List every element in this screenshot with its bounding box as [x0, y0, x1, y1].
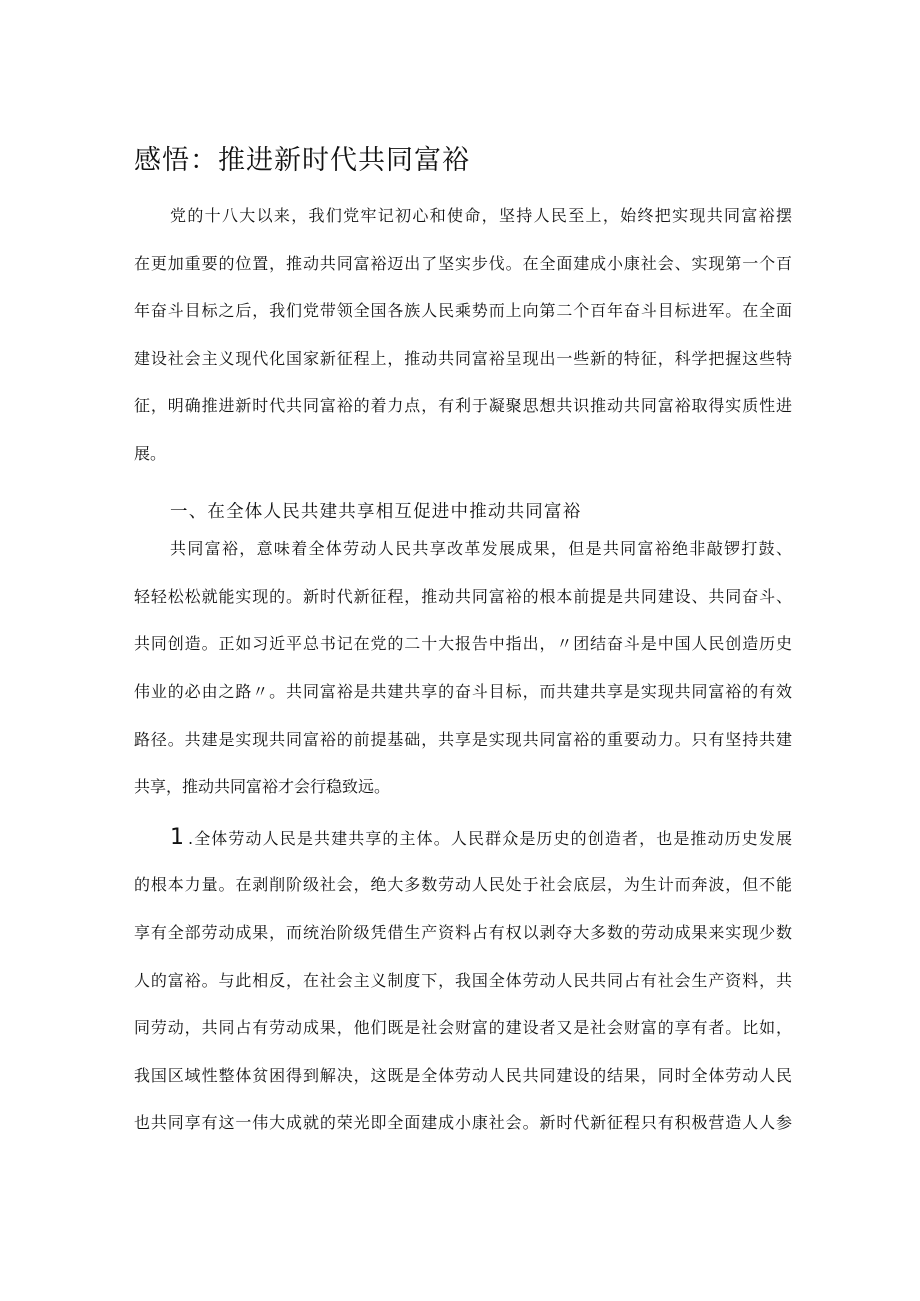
- text-line: 路径。共建是实现共同富裕的前提基础，共享是实现共同富裕的重要动力。只有坚持共建: [134, 729, 792, 749]
- text-line: 党的十八大以来，我们党牢记初心和使命，坚持人民至上，始终把实现共同富裕摆: [170, 206, 792, 225]
- list-number: 1: [170, 824, 188, 850]
- text-line: 同劳动，共同占有劳动成果，他们既是社会财富的建设者又是社会财富的享有者。比如，: [134, 1018, 792, 1038]
- text-line: 人的富裕。与此相反，在社会主义制度下，我国全体劳动人民共同占有社会生产资料，共: [134, 970, 792, 990]
- text-line: 年奋斗目标之后，我们党带领全国各族人民乘势而上向第二个百年奋斗目标进军。在全面: [134, 301, 792, 321]
- text-line: 展。: [134, 443, 167, 463]
- text-line: 建设社会主义现代化国家新征程上，推动共同富裕呈现出一些新的特征，科学把握这些特: [134, 348, 792, 368]
- text-line: [134, 825, 792, 873]
- text-line: 我国区域性整体贫困得到解决，这既是全体劳动人民共同建设的结果，同时全体劳动人民: [134, 1065, 792, 1085]
- text-line: 共享，推动共同富裕才会行稳致远。: [134, 777, 391, 797]
- paragraph-numbered-1: [134, 825, 792, 1158]
- text-line: 征，明确推进新时代共同富裕的着力点，有利于凝聚思想共识推动共同富裕取得实质性进: [134, 396, 792, 416]
- text-line: 也共同享有这一伟大成就的荣光即全面建成小康社会。新时代新征程只有积极营造人人参: [134, 1113, 792, 1133]
- document-title: 感悟：推进新时代共同富裕: [134, 145, 470, 176]
- text-line: 的根本力量。在剥削阶级社会，绝大多数劳动人民处于社会底层，为生计而奔波，但不能: [134, 875, 792, 895]
- text-line: 轻轻松松就能实现的。新时代新征程，推动共同富裕的根本前提是共同建设、共同奋斗、: [134, 586, 792, 606]
- text-line: 共同富裕，意味着全体劳动人民共享改革发展成果，但是共同富裕绝非敲锣打鼓、: [170, 539, 792, 559]
- text-line: 享有全部劳动成果，而统治阶级凭借生产资料占有权以剥夺大多数的劳动成果来实现少数: [134, 922, 792, 942]
- text-line: 伟业的必由之路〃。共同富裕是共建共享的奋斗目标，而共建共享是实现共同富裕的有效: [134, 681, 792, 701]
- text-line: 共同创造。正如习近平总书记在党的二十大报告中指出，〃团结奋斗是中国人民创造历史: [134, 634, 792, 654]
- document-body: [134, 203, 792, 1158]
- paragraph-common-prosperity: [134, 536, 792, 822]
- text-line: 在更加重要的位置，推动共同富裕迈出了坚实步伐。在全面建成小康社会、实现第一个百: [134, 253, 792, 273]
- text-line-content: .全体劳动人民是共建共享的主体。人民群众是历史的创造者，也是推动历史发展: [188, 828, 792, 848]
- paragraph-intro: [134, 203, 792, 489]
- section-heading: 一、在全体人民共建共享相互促进中推动共同富裕: [170, 501, 582, 522]
